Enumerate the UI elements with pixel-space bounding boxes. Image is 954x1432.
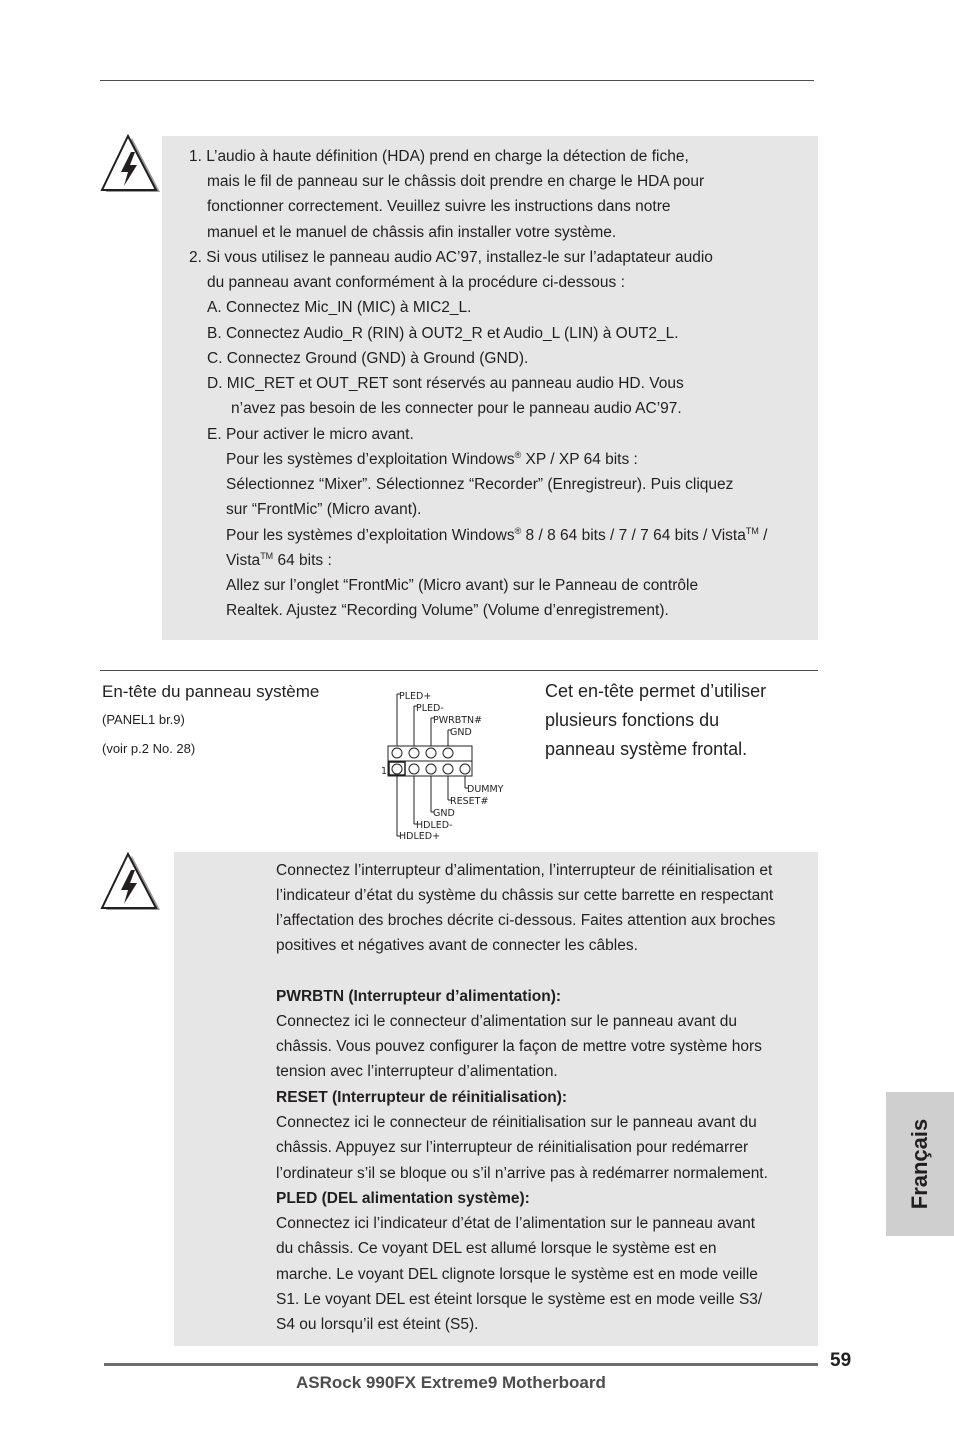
language-tab — [886, 1092, 954, 1236]
pled-line: marche. Le voyant DEL clignote lorsque le système est en mode veille — [276, 1266, 758, 1283]
reset-line: Connectez ici le connecteur de réinitialisation sur le panneau avant du — [276, 1114, 757, 1131]
registered-mark: ® — [514, 450, 522, 460]
pin-label-hdled-minus: HDLED- — [416, 820, 453, 831]
header-description-line: plusieurs fonctions du — [545, 710, 720, 730]
note-line-vista — [226, 552, 332, 570]
page-number: 59 — [830, 1350, 852, 1371]
header-subtitle: (PANEL1 br.9) — [102, 712, 185, 727]
text: Pour les systèmes d’exploitation Windows — [226, 451, 515, 468]
trademark-mark: TM — [745, 526, 759, 536]
note-line: D. MIC_RET et OUT_RET sont réservés au panneau audio HD. Vous — [207, 375, 684, 392]
note-line: B. Connectez Audio_R (RIN) à OUT2_R et Audio_L (LIN) à OUT2_L. — [207, 325, 679, 342]
pled-heading: PLED (DEL alimentation système): — [276, 1190, 530, 1207]
header-description-line: panneau système frontal. — [545, 739, 748, 759]
note-line: Sélectionnez “Mixer”. Sélectionnez “Recorder” (Enregistreur). Puis cliquez — [226, 476, 734, 493]
header-title: En-tête du panneau système — [102, 682, 320, 701]
pled-line: du châssis. Ce voyant DEL est allumé lorsque le système est en — [276, 1240, 717, 1257]
pin-label-gnd-top: GND — [450, 727, 472, 738]
pin-label-hdled-plus: HDLED+ — [399, 831, 441, 840]
header-description-line: Cet en-tête permet d’utiliser — [545, 681, 767, 701]
pwrbtn-line: tension avec l’interrupteur d’alimentation. — [276, 1063, 558, 1080]
pin-one-label: 1 — [381, 766, 388, 777]
pin-label-reset: RESET# — [450, 796, 489, 807]
panel-intro-line: l’affectation des broches décrite ci-dessous. Faites attention aux broches — [276, 912, 776, 929]
pwrbtn-heading: PWRBTN (Interrupteur d’alimentation): — [276, 988, 562, 1005]
pin-label-pwrbtn: PWRBTN# — [433, 715, 483, 726]
pled-line: S1. Le voyant DEL est éteint lorsque le système est en mode veille S3/ — [276, 1291, 763, 1308]
warning-icon — [100, 134, 160, 194]
language-label: Français — [907, 1118, 932, 1210]
pled-line: S4 ou lorsqu’il est éteint (S5). — [276, 1316, 479, 1333]
text: XP / XP 64 bits : — [521, 451, 638, 468]
text: Pour les systèmes d’exploitation Windows — [226, 527, 515, 544]
text: Vista — [226, 552, 261, 569]
note-line: sur “FrontMic” (Micro avant). — [226, 501, 422, 518]
text: 64 bits : — [273, 552, 332, 569]
pin-label-dummy: DUMMY — [467, 784, 504, 795]
panel-pin-diagram — [378, 684, 510, 840]
panel-intro-line: Connectez l’interrupteur d’alimentation, l’interrupteur de réinitialisation et — [276, 862, 773, 879]
header-reference: (voir p.2 No. 28) — [102, 741, 196, 756]
pwrbtn-line: Connectez ici le connecteur d’alimentation sur le panneau avant du — [276, 1013, 737, 1030]
section-rule — [100, 670, 818, 671]
note-line: n’avez pas besoin de les connecter pour le panneau audio AC’97. — [231, 400, 682, 417]
note-line: fonctionner correctement. Veuillez suivre les instructions dans notre — [207, 198, 671, 215]
note-line: mais le fil de panneau sur le châssis doit prendre en charge le HDA pour — [207, 173, 705, 190]
reset-heading: RESET (Interrupteur de réinitialisation): — [276, 1089, 568, 1106]
registered-mark: ® — [514, 526, 522, 536]
note-line: manuel et le manuel de châssis afin installer votre système. — [207, 224, 617, 241]
warning-icon — [100, 852, 160, 912]
note-line: E. Pour activer le micro avant. — [207, 426, 414, 443]
footer-rule — [104, 1363, 818, 1366]
note-line: Allez sur l’onglet “FrontMic” (Micro avant) sur le Panneau de contrôle — [226, 577, 699, 594]
note-line: A. Connectez Mic_IN (MIC) à MIC2_L. — [207, 299, 472, 316]
note-line: 2. Si vous utilisez le panneau audio AC’97, installez-le sur l’adaptateur audio — [189, 249, 713, 266]
footer-product-name: ASRock 990FX Extreme9 Motherboard — [296, 1373, 606, 1392]
pin-label-pled-minus: PLED- — [416, 703, 444, 714]
pin-label-gnd-bottom: GND — [433, 808, 455, 819]
panel-intro-line: l’indicateur d’état du système du châssis sur cette barrette en respectant — [276, 887, 774, 904]
top-rule — [100, 80, 814, 81]
note-line: C. Connectez Ground (GND) à Ground (GND). — [207, 350, 529, 367]
reset-line: l’ordinateur s’il se bloque ou s’il n’arrive pas à redémarrer normalement. — [276, 1165, 768, 1182]
trademark-mark: TM — [260, 551, 274, 561]
pwrbtn-line: châssis. Vous pouvez configurer la façon de mettre votre système hors — [276, 1038, 762, 1055]
text: 8 / 8 64 bits / 7 / 7 64 bits / Vista — [521, 527, 746, 544]
note-line: du panneau avant conformément à la procédure ci-dessous : — [207, 274, 625, 291]
text: / — [758, 527, 768, 544]
note-line: 1. L’audio à haute définition (HDA) prend en charge la détection de fiche, — [189, 148, 689, 165]
note-line-win8 — [226, 527, 767, 545]
reset-line: châssis. Appuyez sur l’interrupteur de réinitialisation pour redémarrer — [276, 1139, 749, 1156]
pled-line: Connectez ici l’indicateur d’état de l’alimentation sur le panneau avant — [276, 1215, 756, 1232]
pin-label-pled-plus: PLED+ — [399, 691, 432, 702]
note-line-win-xp — [226, 451, 638, 469]
note-line: Realtek. Ajustez “Recording Volume” (Volume d’enregistrement). — [226, 602, 669, 619]
panel-intro-line: positives et négatives avant de connecter les câbles. — [276, 937, 638, 954]
